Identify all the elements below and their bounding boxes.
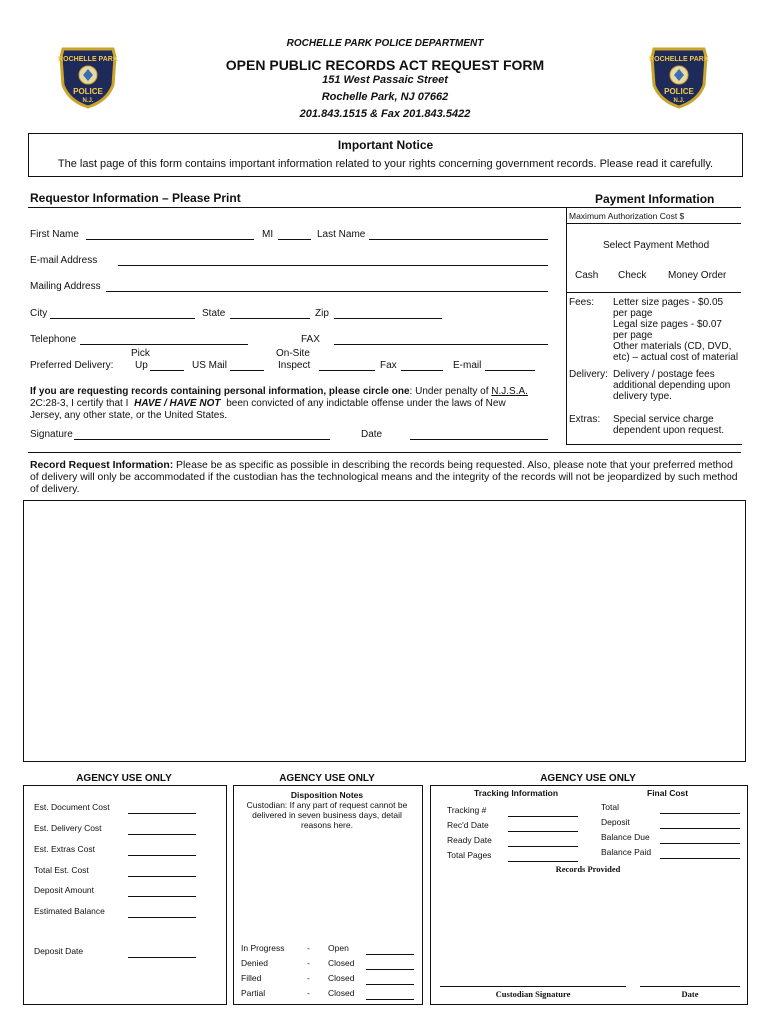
fees-line: etc) – actual cost of material [613, 352, 739, 363]
badge-right-mid-text: POLICE [664, 87, 694, 96]
state-label: State [202, 308, 226, 319]
payment-heading: Payment Information [595, 192, 715, 206]
agency-use-heading-3: AGENCY USE ONLY [540, 773, 636, 784]
fax-option[interactable] [401, 360, 443, 371]
est-delivery-cost-field[interactable] [128, 824, 196, 835]
date-label: Date [361, 429, 383, 440]
final-cost-title: Final Cost [647, 788, 689, 798]
delivery-label: Delivery: [569, 369, 608, 380]
balance-paid-field[interactable] [660, 848, 740, 859]
recd-date-field[interactable] [508, 821, 578, 832]
requestor-heading: Requestor Information – Please Print [30, 191, 241, 205]
fees-label: Fees: [569, 297, 595, 308]
check-option[interactable]: Check [618, 270, 647, 281]
deposit-date-label: Deposit Date [34, 946, 84, 956]
city-field[interactable] [50, 308, 195, 319]
final-deposit-field[interactable] [660, 818, 740, 829]
status-label: In Progress [241, 943, 285, 953]
inspect-label: Inspect [278, 360, 311, 371]
status-dash: - [307, 958, 310, 968]
phone-fax: 201.843.1515 & Fax 201.843.5422 [299, 108, 471, 120]
personal-info-line-1 [30, 386, 528, 398]
estimated-balance-label: Estimated Balance [34, 906, 105, 916]
badge-right-top-text: ROCHELLE PARK [649, 56, 709, 63]
fees-line: Letter size pages - $0.05 [613, 297, 724, 308]
fax-label: FAX [301, 334, 320, 345]
est-extras-cost-field[interactable] [128, 845, 196, 856]
status-denied-field[interactable] [366, 959, 414, 970]
mi-field[interactable] [278, 229, 311, 240]
select-payment-label: Select Payment Method [603, 240, 710, 251]
total-pages-label: Total Pages [447, 850, 492, 860]
money-order-option[interactable]: Money Order [668, 270, 727, 281]
email-option-label: E-mail [453, 360, 482, 371]
notice-title: Important Notice [337, 138, 434, 152]
extras-line: Special service charge [613, 414, 714, 425]
deposit-amount-field[interactable] [128, 886, 196, 897]
badge-left-top-text: ROCHELLE PARK [58, 56, 118, 63]
status-filled-field[interactable] [366, 974, 414, 985]
status-in-progress-field[interactable] [366, 944, 414, 955]
status-partial-field[interactable] [366, 989, 414, 1000]
agency-use-box-1 [23, 785, 227, 1005]
pick-label: Pick [131, 348, 150, 359]
tracking-number-field[interactable] [508, 806, 578, 817]
onsite-label: On-Site [276, 348, 310, 359]
form-title: OPEN PUBLIC RECORDS ACT REQUEST FORM [225, 57, 545, 73]
record-request-label: Record Request Information: [30, 460, 174, 471]
us-mail-label: US Mail [192, 360, 228, 371]
last-name-label: Last Name [317, 229, 366, 240]
disposition-notes-field[interactable] [240, 836, 414, 936]
address-line-1: 151 West Passaic Street [322, 74, 448, 86]
records-provided-label: Records Provided [555, 864, 621, 874]
badge-left-bottom-text: N.J. [82, 98, 94, 104]
fax-field[interactable] [334, 334, 548, 345]
payment-method-rule [566, 292, 741, 293]
cash-option[interactable]: Cash [575, 270, 599, 281]
custodian-date-label: Date [681, 989, 699, 999]
fees-line: per page [613, 330, 653, 341]
est-extras-cost-label: Est. Extras Cost [34, 844, 95, 854]
records-provided-field[interactable] [440, 876, 736, 984]
total-est-cost-field[interactable] [128, 866, 196, 877]
custodian-signature-line[interactable] [440, 986, 626, 987]
delivery-line: additional depending upon [613, 380, 731, 391]
status-label: Filled [241, 973, 262, 983]
preferred-delivery-label: Preferred Delivery: [30, 360, 114, 371]
disposition-notes-title: Disposition Notes [290, 790, 364, 800]
status-result: Closed [328, 958, 355, 968]
deposit-date-field[interactable] [128, 947, 196, 958]
onsite-inspect-option[interactable] [319, 360, 375, 371]
fax-option-label: Fax [380, 360, 397, 371]
delivery-line: Delivery / postage fees [613, 369, 715, 380]
pick-up-option[interactable] [150, 360, 184, 371]
badge-right-bottom-text: N.J. [673, 98, 685, 104]
date-field[interactable] [410, 429, 548, 440]
us-mail-option[interactable] [230, 360, 264, 371]
personal-info-line-2 [30, 398, 506, 410]
agency-use-heading-2: AGENCY USE ONLY [279, 773, 375, 784]
personal-info-rest: : Under penalty of [409, 386, 492, 397]
mailing-address-field[interactable] [106, 281, 548, 292]
max-auth-label: Maximum Authorization Cost $ [569, 211, 685, 221]
personal-info-2b: been convicted of any indictable offense under the laws of New [226, 398, 506, 409]
balance-due-label: Balance Due [601, 832, 650, 842]
tracking-number-label: Tracking # [447, 805, 487, 815]
status-result: Closed [328, 988, 355, 998]
status-result: Closed [328, 973, 355, 983]
personal-info-2a: 2C:28-3, I certify that I [30, 398, 129, 409]
last-name-field[interactable] [369, 229, 548, 240]
status-dash: - [307, 988, 310, 998]
est-delivery-cost-label: Est. Delivery Cost [34, 823, 102, 833]
status-label: Denied [241, 958, 268, 968]
extras-label: Extras: [569, 414, 601, 425]
ready-date-field[interactable] [508, 836, 578, 847]
final-total-field[interactable] [660, 803, 740, 814]
mailing-address-label: Mailing Address [30, 281, 101, 292]
custodian-date-line[interactable] [640, 986, 740, 987]
up-label: Up [135, 360, 148, 371]
fees-line: Other materials (CD, DVD, [613, 341, 732, 352]
email-option[interactable] [485, 360, 535, 371]
disposition-notes-text: Custodian: If any part of request cannot be delivered in seven business days, detail reasons here. [246, 800, 408, 830]
telephone-label: Telephone [30, 334, 77, 345]
state-field[interactable] [230, 308, 310, 319]
personal-info-bold: If you are requesting records containing personal information, please circle one [30, 386, 410, 397]
record-request-rule [28, 452, 741, 453]
signature-field[interactable] [74, 429, 330, 440]
first-name-label: First Name [30, 229, 79, 240]
telephone-field[interactable] [80, 334, 248, 345]
estimated-balance-field[interactable] [128, 907, 196, 918]
fees-line: per page [613, 308, 653, 319]
max-auth-field[interactable] [695, 211, 737, 221]
badge-left-mid-text: POLICE [73, 87, 103, 96]
personal-info-line-3: Jersey, any other state, or the United States. [30, 410, 228, 421]
email-label: E-mail Address [30, 255, 98, 266]
balance-due-field[interactable] [660, 833, 740, 844]
record-request-textarea[interactable] [23, 500, 746, 762]
zip-label: Zip [315, 308, 329, 319]
est-document-cost-label: Est. Document Cost [34, 802, 110, 812]
record-request-intro [30, 460, 740, 496]
custodian-signature-label: Custodian Signature [495, 989, 571, 999]
city-label: City [30, 308, 48, 319]
first-name-field[interactable] [86, 229, 254, 240]
njsa-link-text: N.J.S.A. [491, 386, 528, 397]
total-est-cost-label: Total Est. Cost [34, 865, 89, 875]
status-dash: - [307, 973, 310, 983]
important-notice-box [28, 133, 743, 177]
status-result: Open [328, 943, 349, 953]
address-line-2: Rochelle Park, NJ 07662 [321, 91, 449, 103]
ready-date-label: Ready Date [447, 835, 492, 845]
status-label: Partial [241, 988, 266, 998]
total-pages-field[interactable] [508, 851, 578, 862]
have-have-not-choice[interactable]: HAVE / HAVE NOT [134, 398, 221, 409]
agency-use-heading-1: AGENCY USE ONLY [76, 773, 172, 784]
final-deposit-label: Deposit [601, 817, 630, 827]
department-name: ROCHELLE PARK POLICE DEPARTMENT [286, 38, 484, 49]
fees-line: Legal size pages - $0.07 [613, 319, 722, 330]
tracking-info-title: Tracking Information [474, 788, 559, 798]
record-request-text: Please be as specific as possible in describing the records being requested. Also, please note that your preferred method of delivery will only be accommodated if the custodian has the technological means and the integrity of the records will not be jeopardized by such method of delivery. [30, 460, 738, 495]
extras-line: dependent upon request. [613, 425, 725, 436]
final-total-label: Total [601, 802, 619, 812]
notice-text: The last page of this form contains important information related to your rights concerning government records. Please read it carefully. [57, 158, 714, 170]
recd-date-label: Rec'd Date [447, 820, 489, 830]
balance-paid-label: Balance Paid [601, 847, 652, 857]
mi-label: MI [262, 229, 274, 240]
signature-label: Signature [30, 429, 73, 440]
est-document-cost-field[interactable] [128, 803, 196, 814]
email-field[interactable] [118, 255, 548, 266]
zip-field[interactable] [334, 308, 442, 319]
delivery-line: delivery type. [613, 391, 672, 402]
deposit-amount-label: Deposit Amount [34, 885, 95, 895]
max-auth-rule [566, 223, 741, 224]
status-dash: - [307, 943, 310, 953]
